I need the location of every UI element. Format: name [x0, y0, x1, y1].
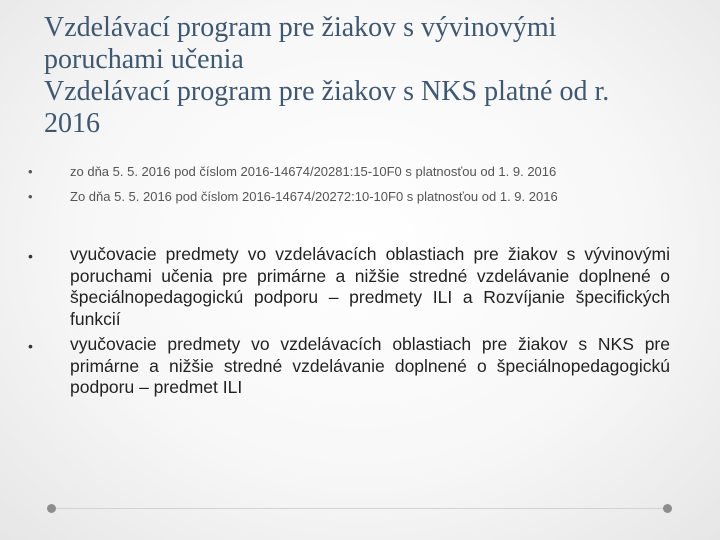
bullet-icon: •: [28, 189, 33, 204]
title-line: Vzdelávací program pre žiakov s vývinovými: [44, 12, 557, 43]
title-line: 2016: [44, 108, 100, 139]
list-item-text: vyučovacie predmety vo vzdelávacích oblastiach pre žiakov s NKS pre primárne a nižšie stredné vzdelávanie doplnené o špeciálnopedagogickú podporu – predmet ILI: [70, 334, 670, 397]
bullet-icon: •: [28, 164, 33, 179]
slide-title: [44, 12, 684, 140]
rail-dot-left-icon: [47, 504, 56, 513]
title-line: Vzdelávací program pre žiakov s NKS platné od r.: [44, 76, 610, 107]
list-item-text: Zo dňa 5. 5. 2016 pod číslom 2016-14674/20272:10-10F0 s platnosťou od 1. 9. 2016: [70, 189, 558, 204]
list-item: [28, 164, 678, 179]
list-item: [28, 334, 670, 399]
list-item: [28, 244, 670, 330]
decorative-rail: [47, 498, 672, 520]
document-reference-list: [28, 164, 678, 214]
rail-dot-right-icon: [663, 504, 672, 513]
list-item: [28, 189, 678, 204]
list-item-text: vyučovacie predmety vo vzdelávacích oblastiach pre žiakov s vývinovými poruchami učenia pre primárne a nižšie stredné vzdelávanie doplnené o špeciálnopedagogickú podporu – predmety ILI a Rozvíjanie špecifických funkcií: [70, 244, 670, 329]
title-line: poruchami učenia: [44, 44, 244, 75]
subject-list: [28, 244, 670, 403]
list-item-text: zo dňa 5. 5. 2016 pod číslom 2016-14674/20281:15-10F0 s platnosťou od 1. 9. 2016: [70, 164, 557, 179]
bullet-icon: •: [28, 248, 33, 264]
bullet-icon: •: [28, 338, 33, 354]
rail-line: [47, 508, 672, 509]
